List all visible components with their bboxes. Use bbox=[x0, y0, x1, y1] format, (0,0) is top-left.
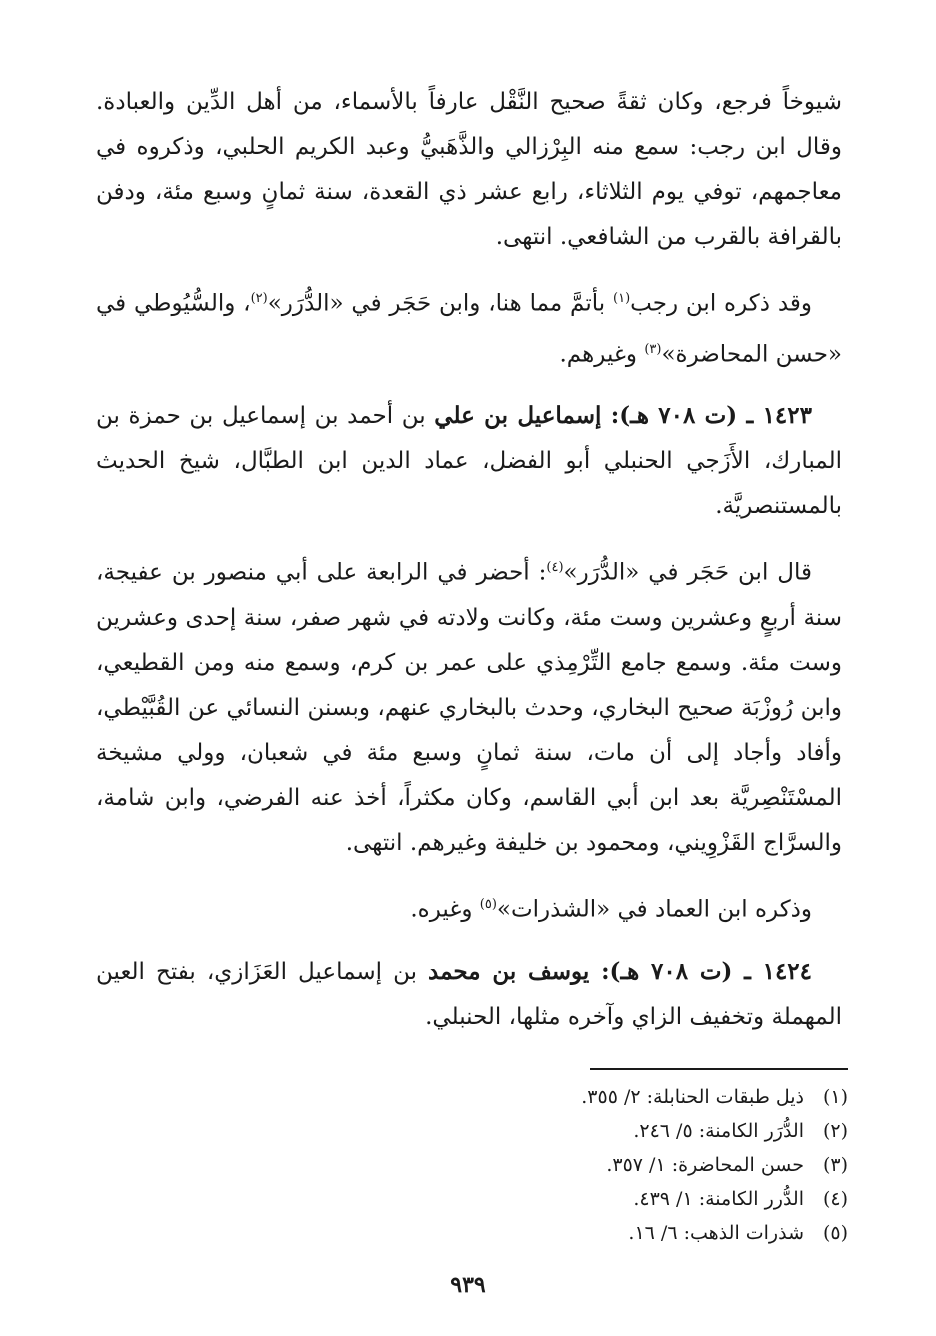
text-run: وذكره ابن العماد في «الشذرات» bbox=[496, 896, 812, 923]
footnote-number: (٥) bbox=[822, 1222, 848, 1244]
footnote-item bbox=[448, 1148, 848, 1182]
footnote-text: ذيل طبقات الحنابلة: ٢/ ٣٥٥. bbox=[581, 1086, 804, 1108]
footnote-text: شذرات الذهب: ٦/ ١٦. bbox=[628, 1222, 804, 1244]
paragraph-5 bbox=[96, 882, 842, 933]
footnote-number: (٣) bbox=[822, 1154, 848, 1176]
paragraph-text bbox=[96, 882, 842, 933]
entry-text bbox=[96, 949, 842, 1040]
entry-body: بن أحمد بن إسماعيل بن حمزة بن المبارك، الأَزَجي الحنبلي أبو الفضل، عماد الدين ابن الطبَّال، شيخ الحديث بالمستنصريَّة. bbox=[96, 403, 842, 520]
paragraph-text: شيوخاً فرجع، وكان ثقةً صحيح النَّقْل عارفاً بالأسماء، من أهل الدِّين والعبادة. وقال ابن رجب: سمع منه البِرْزالي والذَّهَبيُّ وعبد الكريم الحلبي، وذكروه في معاجمهم، توفي يوم الثلاثاء، رابع عشر ذي القعدة، سنة ثمانٍ وسبع مئة، ودفن بالقرافة بالقرب من الشافعي. انتهى. bbox=[96, 89, 842, 250]
paragraph-1 bbox=[96, 80, 842, 260]
paragraph-text bbox=[96, 545, 842, 866]
entry-body: بن إسماعيل العَزَازي، بفتح العين المهملة وتخفيف الزاي وآخره مثلها، الحنبلي. bbox=[96, 958, 842, 1030]
footnote-ref-2: (٢) bbox=[250, 291, 268, 306]
footnote-item bbox=[448, 1114, 848, 1148]
text-run: ، والسُّيُوطي في «حسن المحاضرة» bbox=[96, 290, 842, 368]
text-run: : أحضر في الرابعة على أبي منصور بن عفيجة، سنة أربعٍ وعشرين وست مئة، وكانت ولادته في شهر صفر، سنة إحدى وعشرين وست مئة. وسمع جامع التِّرْمِذي على عمر بن كرم، وسمع منه ومن القطيعي، وابن رُوزْبَة صحيح البخاري، وحدث بالبخاري عنهم، وبسنن النسائي عن القُبَّيْطي، وأفاد وأجاد إلى أن مات، سنة ثمانٍ وسبع مئة في شعبان، وولي مشيخة المسْتَنْصِريَّة بعد ابن أبي القاسم، وكان مكثراً، أخذ عنه الفرضي، وابن شامة، والسرَّاج القَزْوِيني، ومحمود بن خليفة وغيرهم. انتهى. bbox=[96, 559, 842, 856]
footnote-item bbox=[448, 1216, 848, 1250]
paragraph-4 bbox=[96, 545, 842, 866]
footnote-ref-5: (٥) bbox=[479, 896, 497, 912]
footnote-ref-3: (٣) bbox=[644, 341, 662, 357]
entry-1424 bbox=[96, 949, 842, 1040]
entry-heading: ١٤٢٣ ـ (ت ٧٠٨ هـ): إسماعيل بن علي bbox=[434, 402, 812, 430]
main-text bbox=[96, 80, 842, 1056]
footnote-ref-1: (١) bbox=[613, 291, 631, 306]
paragraph-text bbox=[96, 276, 842, 377]
text-run: وقد ذكره ابن رجب bbox=[630, 290, 812, 317]
text-run: بأتمَّ مما هنا، وابن حَجَر في «الدُّرَر» bbox=[267, 290, 614, 317]
footnote-number: (٤) bbox=[822, 1188, 848, 1210]
page-number: ٩٣٩ bbox=[450, 1272, 486, 1298]
footnote-ref-4: (٤) bbox=[546, 560, 564, 576]
footnote-number: (١) bbox=[822, 1086, 848, 1108]
entry-1423 bbox=[96, 393, 842, 529]
entry-heading: ١٤٢٤ ـ (ت ٧٠٨ هـ): يوسف بن محمد bbox=[428, 957, 813, 985]
footnote-divider bbox=[590, 1068, 848, 1070]
paragraph-2 bbox=[96, 276, 842, 377]
footnote-text: الدُّرر الكامنة: ١/ ٤٣٩. bbox=[633, 1188, 804, 1210]
text-run: وغيره. bbox=[410, 896, 480, 923]
footnote-item bbox=[448, 1182, 848, 1216]
footnote-number: (٢) bbox=[822, 1120, 848, 1142]
footnote-item bbox=[448, 1080, 848, 1114]
entry-text bbox=[96, 393, 842, 529]
footnotes bbox=[448, 1080, 848, 1250]
text-run: قال ابن حَجَر في «الدُّرَر» bbox=[563, 559, 812, 586]
footnote-text: حسن المحاضرة: ١/ ٣٥٧. bbox=[606, 1154, 804, 1176]
text-run: وغيرهم. bbox=[559, 341, 645, 368]
footnote-text: الدُّرَر الكامنة: ٥/ ٢٤٦. bbox=[633, 1120, 804, 1142]
